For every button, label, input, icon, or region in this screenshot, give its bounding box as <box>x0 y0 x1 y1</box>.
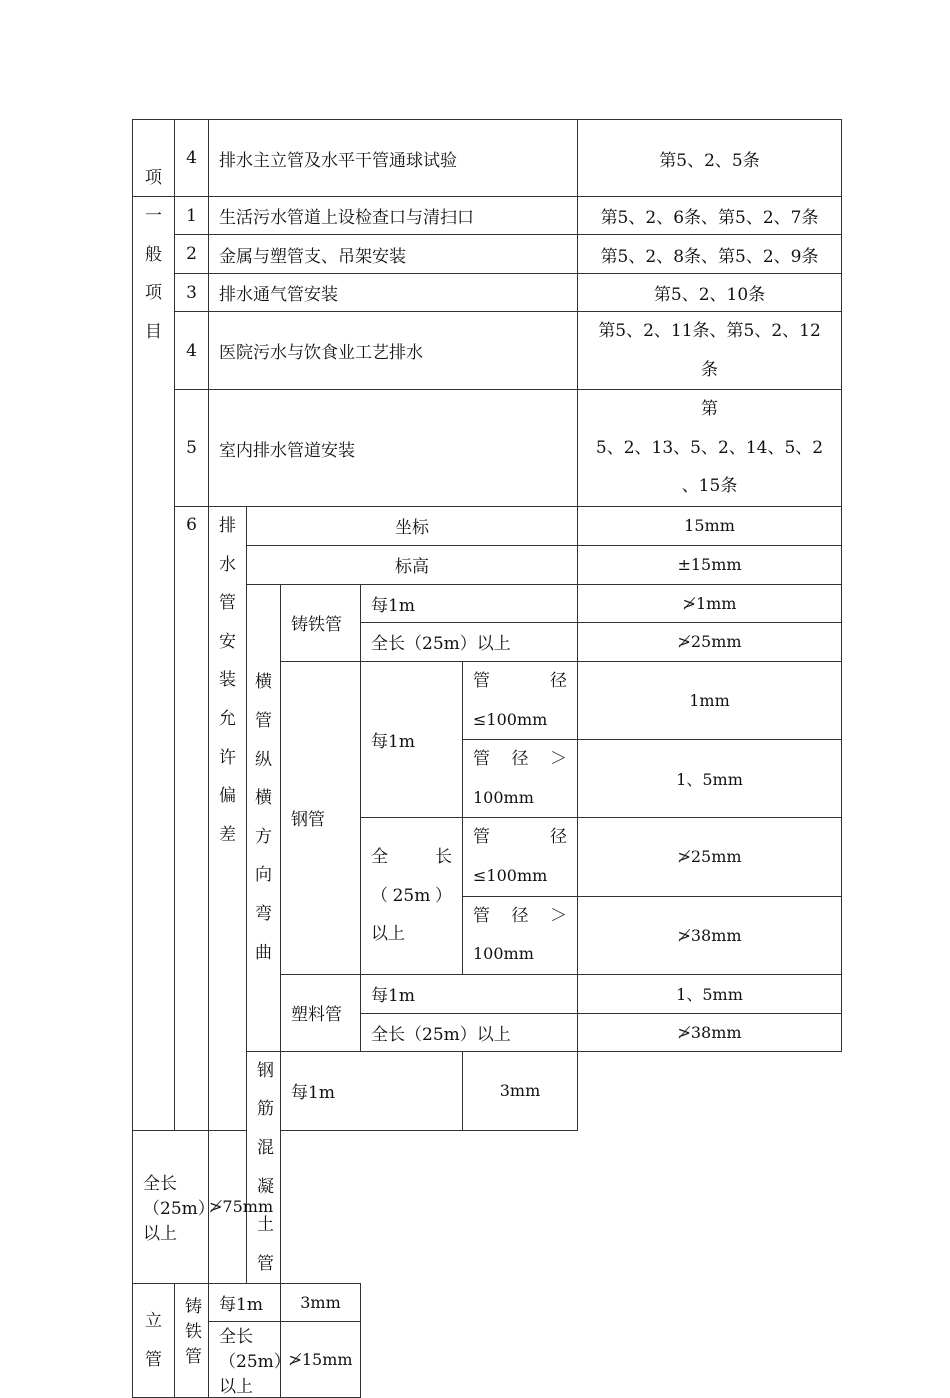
item-number: 1 <box>175 197 209 235</box>
table-row <box>133 1284 842 1322</box>
table-row <box>133 274 842 312</box>
per-1m-label: 每1m <box>209 1284 281 1322</box>
deviation-label-cell: 排 水 管 安 装 允 许 偏 差 <box>209 506 247 1130</box>
item-number: 2 <box>175 235 209 274</box>
full-length-label: 全长（25m）以上 <box>361 622 578 661</box>
per-1m-label: 每1m <box>361 584 578 622</box>
elev-label: 标高 <box>247 545 578 584</box>
coord-label: 坐标 <box>247 506 578 545</box>
per-1m-label: 每1m <box>361 974 578 1013</box>
diameter-small-cell: 管 径 ≤100mm <box>463 661 578 739</box>
per-1m-label: 每1m <box>361 661 463 817</box>
table-row <box>133 506 842 545</box>
item-reference: 第 5、2、13、5、2、14、5、2 、15条 <box>578 390 842 507</box>
diameter-large-cell: 管 径 ＞ 100mm <box>463 740 578 818</box>
full-length-label: 全长（25m）以上 <box>209 1322 281 1398</box>
table-row <box>133 390 842 507</box>
item-reference: 第5、2、11条、第5、2、12 条 <box>578 312 842 390</box>
general-category-cell: 一 般 项 目 <box>133 197 175 1131</box>
table-row <box>133 235 842 274</box>
plastic-full-value: ≯38mm <box>578 1013 842 1051</box>
item-name: 生活污水管道上设检查口与清扫口 <box>209 197 578 235</box>
full-length-label: 全长（25m）以上 <box>361 1013 578 1051</box>
table-row <box>133 197 842 235</box>
table-row <box>133 1130 842 1284</box>
horizontal-label-cell: 横 管 纵 横 方 向 弯 曲 <box>247 584 281 1051</box>
vertical-label-cell: 立 管 <box>133 1284 175 1398</box>
plastic-per-value: 1、5mm <box>578 974 842 1013</box>
plastic-label: 塑料管 <box>281 974 361 1051</box>
steel-per-small-value: 1mm <box>578 661 842 739</box>
steel-full-small-value: ≯25mm <box>578 818 842 896</box>
cast-iron-full-value: ≯25mm <box>578 622 842 661</box>
item-name: 排水通气管安装 <box>209 274 578 312</box>
vertical-cast-iron-label: 铸铁管 <box>175 1284 209 1398</box>
item-name: 排水主立管及水平干管通球试验 <box>209 120 578 197</box>
coord-value: 15mm <box>578 506 842 545</box>
full-length-label: 全长（25m）以上 <box>133 1130 209 1284</box>
item-number: 3 <box>175 274 209 312</box>
steel-per-large-value: 1、5mm <box>578 740 842 818</box>
table-row <box>133 312 842 390</box>
steel-full-length-label: 全 长 （ 25m ） 以上 <box>361 818 463 974</box>
elev-value: ±15mm <box>578 545 842 584</box>
item-reference: 第5、2、5条 <box>578 120 842 197</box>
per-1m-label: 每1m <box>281 1051 463 1130</box>
table-row <box>133 120 842 197</box>
item-number: 4 <box>175 312 209 390</box>
item-reference: 第5、2、10条 <box>578 274 842 312</box>
cast-iron-label: 铸铁管 <box>281 584 361 661</box>
item-number: 6 <box>175 506 209 1130</box>
table-row <box>133 1322 842 1398</box>
item-name: 医院污水与饮食业工艺排水 <box>209 312 578 390</box>
item-reference: 第5、2、6条、第5、2、7条 <box>578 197 842 235</box>
cast-iron-per-value: ≯1mm <box>578 584 842 622</box>
category-cell: 项 <box>133 120 175 197</box>
vertical-full-value: ≯15mm <box>281 1322 361 1398</box>
diameter-small-cell: 管 径 ≤100mm <box>463 818 578 896</box>
item-name: 室内排水管道安装 <box>209 390 578 507</box>
concrete-per-value: 3mm <box>463 1051 578 1130</box>
inspection-table <box>132 119 842 1398</box>
steel-full-large-value: ≯38mm <box>578 896 842 974</box>
diameter-large-cell: 管 径 ＞ 100mm <box>463 896 578 974</box>
concrete-label: 钢筋混 凝土管 <box>247 1051 281 1284</box>
item-number: 5 <box>175 390 209 507</box>
steel-label: 钢管 <box>281 661 361 974</box>
item-number: 4 <box>175 120 209 197</box>
vertical-per-value: 3mm <box>281 1284 361 1322</box>
item-reference: 第5、2、8条、第5、2、9条 <box>578 235 842 274</box>
concrete-full-value: ≯75mm <box>209 1130 247 1284</box>
item-name: 金属与塑管支、吊架安装 <box>209 235 578 274</box>
